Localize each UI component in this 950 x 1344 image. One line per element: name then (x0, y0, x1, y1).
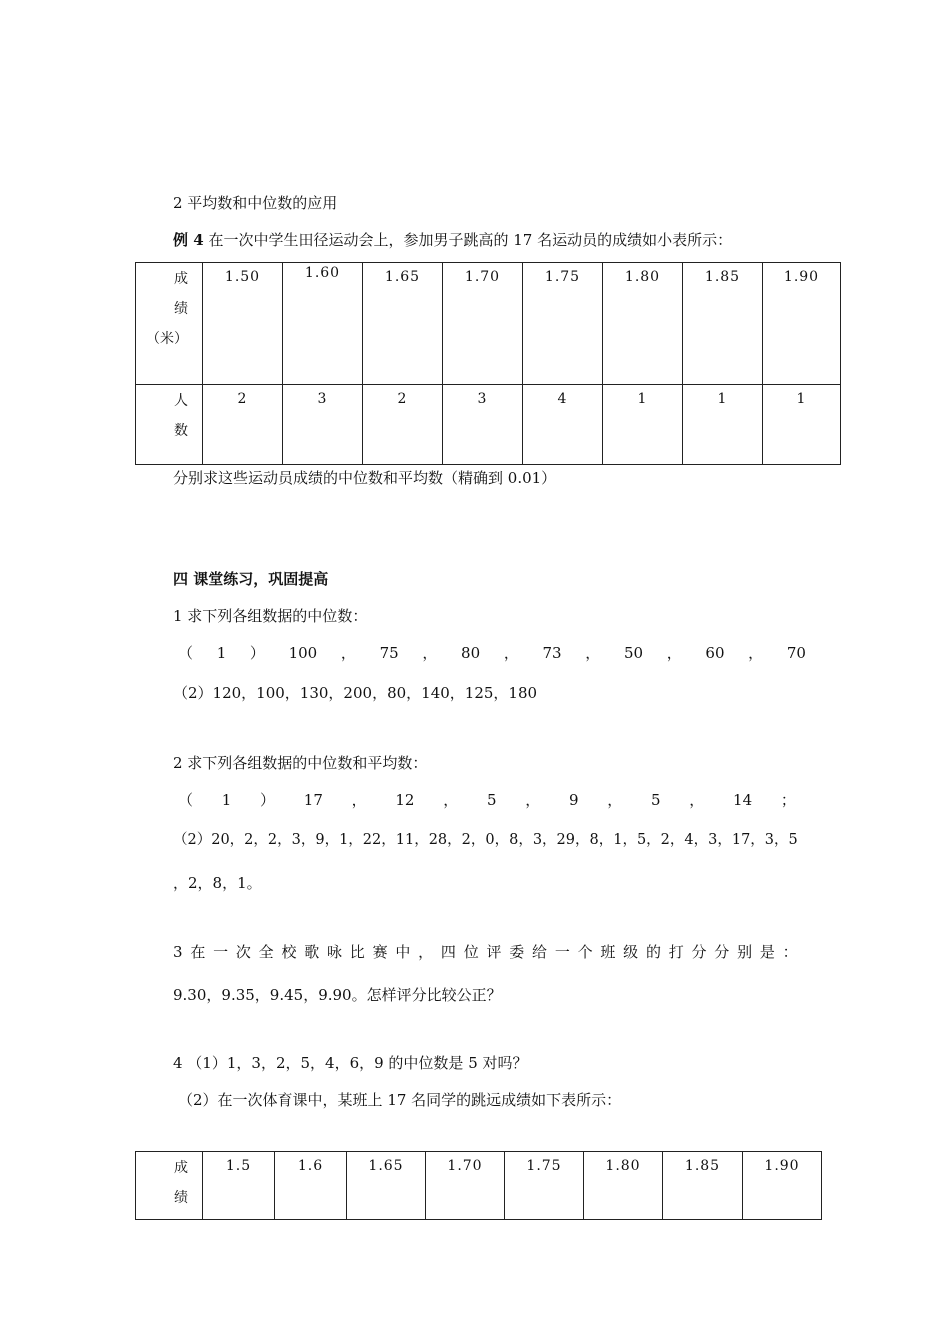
table-cell: 1.65 (347, 1152, 426, 1220)
example-4-label: 例 4 (173, 231, 204, 249)
table-cell: 1.6 (275, 1152, 347, 1220)
table-cell: 1.75 (523, 263, 603, 385)
q1-title: 1 求下列各组数据的中位数： (173, 607, 368, 625)
example-4-question: 分别求这些运动员成绩的中位数和平均数（精确到 0.01） (173, 469, 557, 487)
table-cell: 1.70 (426, 1152, 505, 1220)
table-cell: 1.70 (443, 263, 523, 385)
example-4-intro (173, 230, 732, 250)
table-cell: 1.90 (743, 1152, 822, 1220)
table-cell: 1.80 (603, 263, 683, 385)
table-cell: 1 (683, 385, 763, 465)
q2-part2-line1: （2）20，2，2，3，9，1，22，11，28，2，0，8，3，29，8，1，5，2，4，3，17，3，5 (173, 832, 798, 848)
table-cell: 1 (763, 385, 841, 465)
q4-part2: （2）在一次体育课中，某班上 17 名同学的跳远成绩如下表所示： (178, 1091, 622, 1109)
q1-part2: （2）120，100，130，200，80，140，125，180 (173, 684, 538, 702)
table-cell: 1.90 (763, 263, 841, 385)
table-cell: 2 (363, 385, 443, 465)
table-cell: 4 (523, 385, 603, 465)
table-cell: 1.50 (203, 263, 283, 385)
table-cell: 3 (443, 385, 523, 465)
table-cell: 1.80 (584, 1152, 663, 1220)
table-row (136, 1152, 822, 1220)
section-2-title: 2 平均数和中位数的应用 (173, 194, 338, 212)
q3-line2: 9.30，9.35，9.45，9.90。怎样评分比较公正？ (173, 986, 502, 1004)
table-cell: 3 (283, 385, 363, 465)
q1-part1: （ 1 ） 100 ， 75 ， 80 ， 73 ， 50 ， 60 ， 70 (178, 644, 806, 662)
table-cell: 1 (603, 385, 683, 465)
table-row (136, 263, 841, 385)
q2-part1: （ 1 ） 17 ， 12 ， 5 ， 9 ， 5 ， 14 ； (178, 791, 796, 809)
table-cell: 2 (203, 385, 283, 465)
example-4-table (135, 262, 841, 465)
section-4-title: 四 课堂练习，巩固提高 (173, 570, 329, 588)
table-cell: 1.65 (363, 263, 443, 385)
row-header-score: 成 绩 (136, 1152, 203, 1220)
table-cell: 1.75 (505, 1152, 584, 1220)
row-header-score: 成 绩 （米） (136, 263, 203, 385)
q2-part2-line2: ，2，8，1。 (173, 874, 262, 892)
q4-part1: 4 （1）1，3，2，5，4，6，9 的中位数是 5 对吗？ (173, 1054, 528, 1072)
table-cell: 1.5 (203, 1152, 275, 1220)
q4-table (135, 1151, 822, 1220)
table-cell: 1.85 (663, 1152, 743, 1220)
table-cell: 1.85 (683, 263, 763, 385)
row-header-count: 人 数 (136, 385, 203, 465)
table-cell: 1.60 (283, 263, 363, 385)
table-row (136, 385, 841, 465)
q3-line1: 3 在 一 次 全 校 歌 咏 比 赛 中 ， 四 位 评 委 给 一 个 班 级 的 打 分 分 别 是 ： (173, 943, 798, 961)
q2-title: 2 求下列各组数据的中位数和平均数： (173, 754, 428, 772)
example-4-text: 在一次中学生田径运动会上，参加男子跳高的 17 名运动员的成绩如小表所示： (208, 231, 733, 249)
